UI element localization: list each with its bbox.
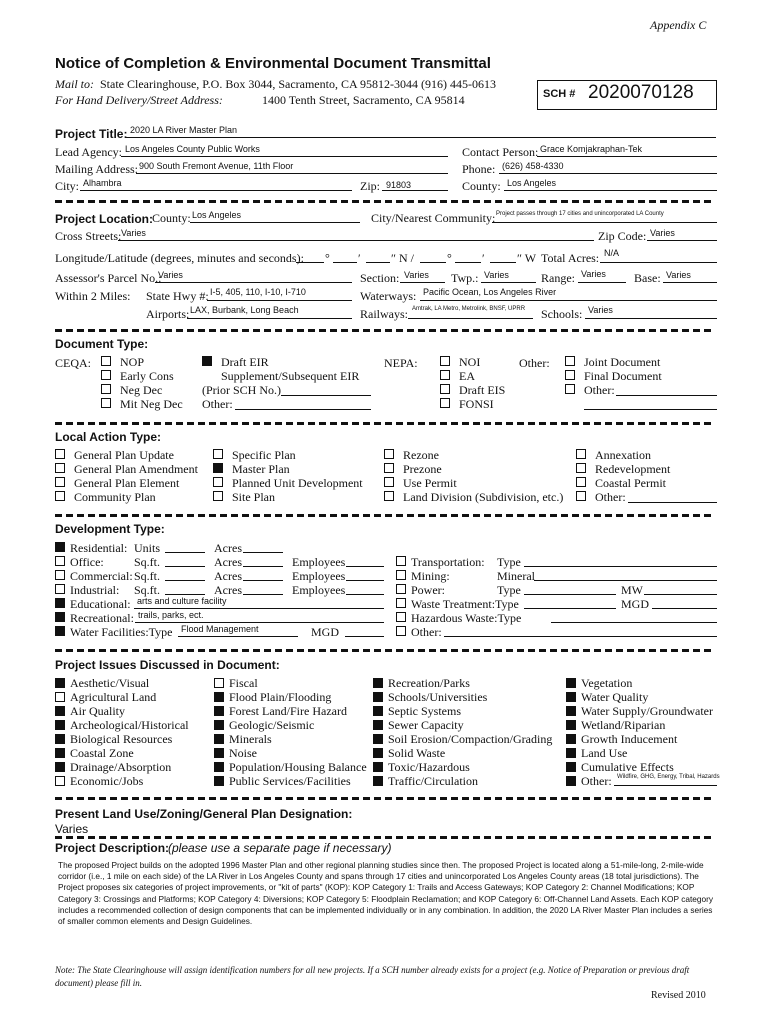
lat-long-label: Longitude/Latitude (degrees, minutes and seconds): (55, 251, 304, 265)
type-label: Type (497, 583, 521, 597)
power-label: Power: (411, 583, 445, 597)
issue-checkbox[interactable] (214, 678, 224, 688)
waterways-label: Waterways: (360, 289, 417, 303)
issue-label: Agricultural Land (70, 690, 157, 704)
mailing-address-label: Mailing Address: (55, 162, 138, 176)
issue-label: Toxic/Hazardous (388, 760, 470, 774)
type-label: Type (497, 555, 521, 569)
ceqa-label: CEQA: (55, 356, 91, 370)
issue-checkbox[interactable] (373, 692, 383, 702)
issue-checkbox[interactable] (373, 734, 383, 744)
issue-checkbox[interactable] (566, 762, 576, 772)
land-division-label: Land Division (Subdivision, etc.) (403, 490, 564, 504)
industrial-checkbox[interactable] (55, 584, 65, 594)
draft-eir-label: Draft EIR (221, 355, 269, 369)
pud-checkbox[interactable] (213, 477, 223, 487)
location-county-label: County: (152, 211, 191, 225)
annexation-checkbox[interactable] (576, 449, 586, 459)
phone-field[interactable]: (626) 458-4330 (502, 161, 564, 171)
issue-label: Geologic/Seismic (229, 718, 315, 732)
issue-checkbox[interactable] (55, 734, 65, 744)
issue-checkbox[interactable] (566, 678, 576, 688)
other-document-checkbox[interactable] (565, 384, 575, 394)
final-document-checkbox[interactable] (565, 370, 575, 380)
issue-label: Air Quality (70, 704, 125, 718)
transportation-checkbox[interactable] (396, 556, 406, 566)
page-title: Notice of Completion & Environmental Document Transmittal (55, 55, 491, 72)
degree-mark: ° (447, 251, 452, 265)
water-facilities-label: Water Facilities:Type (70, 625, 173, 639)
issue-checkbox[interactable] (55, 706, 65, 716)
site-plan-label: Site Plan (232, 490, 276, 504)
minute-mark: ′ (358, 251, 361, 265)
issue-checkbox[interactable] (214, 706, 224, 716)
fonsi-checkbox[interactable] (440, 398, 450, 408)
section-divider (55, 514, 715, 517)
range-label: Range: (541, 271, 575, 285)
contact-person-field[interactable]: Grace Komjakraphan-Tek (540, 144, 643, 154)
county-label: County: (462, 179, 501, 193)
gp-element-checkbox[interactable] (55, 477, 65, 487)
issue-label: Aesthetic/Visual (70, 676, 150, 690)
sqft-label: Sq.ft. (134, 583, 161, 597)
issue-label: Noise (229, 746, 257, 760)
issue-label: Sewer Capacity (388, 718, 464, 732)
final-document-label: Final Document (584, 369, 662, 383)
project-issues-label: Project Issues Discussed in Document: (55, 658, 280, 672)
draft-eir-checkbox[interactable] (202, 356, 212, 366)
gp-element-label: General Plan Element (74, 476, 180, 490)
parcel-field[interactable]: Varies (158, 270, 183, 280)
parcel-label: Assessor's Parcel No.: (55, 271, 162, 285)
water-facilities-checkbox[interactable] (55, 626, 65, 636)
section-divider (55, 836, 715, 839)
mining-label: Mining: (411, 569, 450, 583)
local-other-checkbox[interactable] (576, 491, 586, 501)
issue-label: Recreation/Parks (388, 676, 470, 690)
master-plan-label: Master Plan (232, 462, 290, 476)
draft-eis-label: Draft EIS (459, 383, 506, 397)
prior-sch-label: (Prior SCH No.) (202, 383, 282, 397)
issue-checkbox[interactable] (566, 706, 576, 716)
within-2-miles-label: Within 2 Miles: (55, 289, 131, 303)
gp-amendment-label: General Plan Amendment (74, 462, 198, 476)
issue-label: Vegetation (581, 676, 633, 690)
project-description-hint: (please use a separate page if necessary) (168, 841, 392, 855)
project-title-label: Project Title: (55, 127, 128, 141)
railways-field[interactable]: Amtrak, LA Metro, Metrolink, BNSF, UPRR (412, 306, 526, 312)
base-field[interactable]: Varies (666, 270, 691, 280)
degree-mark: ° (325, 251, 330, 265)
issue-label: Population/Housing Balance (229, 760, 367, 774)
local-other-label: Other: (595, 490, 626, 504)
recreational-field[interactable]: trails, parks, ect. (138, 610, 204, 620)
issue-label: Water Supply/Groundwater (581, 704, 713, 718)
footer-note: Note: The State Clearinghouse will assign identification numbers for all new projects. If a SCH number already exists for a project (e.g. Notice of Preparation or previous draft document) please fill in. (55, 965, 690, 988)
section-divider (55, 329, 715, 332)
office-label: Office: (70, 555, 104, 569)
ceqa-other-label: Other: (202, 397, 233, 411)
issue-checkbox[interactable] (55, 678, 65, 688)
specific-plan-label: Specific Plan (232, 448, 296, 462)
lead-agency-field[interactable]: Los Angeles County Public Works (125, 144, 260, 154)
neg-dec-label: Neg Dec (120, 383, 163, 397)
hand-delivery-text: 1400 Tenth Street, Sacramento, CA 95814 (262, 93, 465, 107)
issue-checkbox[interactable] (55, 762, 65, 772)
noi-label: NOI (459, 355, 481, 369)
issue-checkbox[interactable] (214, 734, 224, 744)
mit-neg-dec-checkbox[interactable] (101, 398, 111, 408)
office-checkbox[interactable] (55, 556, 65, 566)
section-divider (55, 422, 715, 425)
issue-label: Minerals (229, 732, 272, 746)
land-division-checkbox[interactable] (384, 491, 394, 501)
educational-label: Educational: (70, 597, 131, 611)
mineral-label: Mineral (497, 569, 535, 583)
recreational-checkbox[interactable] (55, 612, 65, 622)
county-field[interactable]: Los Angeles (507, 178, 557, 188)
project-title-field[interactable]: 2020 LA River Master Plan (130, 125, 238, 135)
issue-label: Coastal Zone (70, 746, 134, 760)
issue-checkbox[interactable] (55, 692, 65, 702)
issue-checkbox[interactable] (566, 720, 576, 730)
issue-label: Public Services/Facilities (229, 774, 351, 788)
state-hwy-field[interactable]: I-5, 405, 110, I-10, I-710 (210, 287, 306, 297)
phone-label: Phone: (462, 162, 496, 176)
issue-checkbox[interactable] (214, 720, 224, 730)
transportation-label: Transportation: (411, 555, 485, 569)
employees-label: Employees (292, 569, 346, 583)
issue-label: Fiscal (229, 676, 258, 690)
issue-checkbox[interactable] (566, 748, 576, 758)
issue-label: Other: (581, 774, 612, 788)
appendix-label: Appendix C (650, 18, 707, 32)
annexation-label: Annexation (595, 448, 651, 462)
early-cons-checkbox[interactable] (101, 370, 111, 380)
issue-checkbox[interactable] (55, 720, 65, 730)
land-use-value[interactable]: Varies (55, 822, 89, 836)
nearest-community-field[interactable]: Project passes through 17 cities and unincorporated LA County (496, 211, 664, 217)
issue-label: Flood Plain/Flooding (229, 690, 332, 704)
employees-label: Employees (292, 583, 346, 597)
acres-label: Acres (214, 541, 242, 555)
base-label: Base: (634, 271, 661, 285)
lead-agency-label: Lead Agency: (55, 145, 122, 159)
range-field[interactable]: Varies (581, 269, 606, 279)
rezone-checkbox[interactable] (384, 449, 394, 459)
land-use-label: Present Land Use/Zoning/General Plan Designation: (55, 807, 353, 821)
development-type-label: Development Type: (55, 522, 165, 536)
issue-label: Soil Erosion/Compaction/Grading (388, 732, 553, 746)
cross-streets-field[interactable]: Varies (121, 228, 146, 238)
waterways-field[interactable]: Pacific Ocean, Los Angeles River (423, 287, 557, 297)
residential-checkbox[interactable] (55, 542, 65, 552)
issue-checkbox[interactable] (214, 776, 224, 786)
issue-checkbox[interactable] (373, 762, 383, 772)
ea-checkbox[interactable] (440, 370, 450, 380)
issue-label: Septic Systems (388, 704, 462, 718)
noi-checkbox[interactable] (440, 356, 450, 366)
issue-checkbox[interactable] (373, 748, 383, 758)
issue-checkbox[interactable] (373, 776, 383, 786)
issue-label: Wetland/Riparian (581, 718, 666, 732)
issue-checkbox[interactable] (373, 720, 383, 730)
issues-other-field[interactable]: Wildfire, GHG, Energy, Tribal, Hazards (617, 774, 720, 780)
issue-label: Cumulative Effects (581, 760, 674, 774)
acres-label: Acres (214, 569, 242, 583)
fonsi-label: FONSI (459, 397, 494, 411)
mail-to-text: State Clearinghouse, P.O. Box 3044, Sacramento, CA 95812-3044 (916) 445-0613 (100, 77, 496, 91)
zip-label: Zip: (360, 179, 380, 193)
pud-label: Planned Unit Development (232, 476, 363, 490)
waste-treatment-label: Waste Treatment:Type (411, 597, 519, 611)
nepa-label: NEPA: (384, 356, 418, 370)
city-label: City: (55, 179, 80, 193)
supplement-eir-label: Supplement/Subsequent EIR (221, 369, 360, 383)
coastal-permit-label: Coastal Permit (595, 476, 666, 490)
educational-checkbox[interactable] (55, 598, 65, 608)
location-zip-field[interactable]: Varies (650, 228, 675, 238)
sch-number[interactable]: 2020070128 (588, 82, 694, 103)
waste-treatment-checkbox[interactable] (396, 598, 406, 608)
issue-label: Economic/Jobs (70, 774, 144, 788)
issue-checkbox[interactable] (566, 776, 576, 786)
document-type-label: Document Type: (55, 337, 149, 351)
north-mark: ″ N / (391, 251, 414, 265)
joint-document-checkbox[interactable] (565, 356, 575, 366)
redevelopment-checkbox[interactable] (576, 463, 586, 473)
issue-checkbox[interactable] (214, 762, 224, 772)
contact-person-label: Contact Person: (462, 145, 539, 159)
ea-label: EA (459, 369, 475, 383)
schools-field[interactable]: Varies (588, 305, 613, 315)
airports-label: Airports: (146, 307, 190, 321)
draft-eis-checkbox[interactable] (440, 384, 450, 394)
gp-update-label: General Plan Update (74, 448, 174, 462)
section-divider (55, 200, 715, 203)
sch-label: SCH # (543, 88, 576, 100)
issue-checkbox[interactable] (373, 706, 383, 716)
issue-checkbox[interactable] (214, 692, 224, 702)
minute-mark: ′ (482, 251, 485, 265)
location-zip-label: Zip Code: (598, 229, 647, 243)
nearest-community-label: City/Nearest Community: (371, 211, 496, 225)
issue-label: Growth Inducement (581, 732, 678, 746)
hazardous-waste-label: Hazardous Waste:Type (411, 611, 522, 625)
sqft-label: Sq.ft. (134, 555, 161, 569)
specific-plan-checkbox[interactable] (213, 449, 223, 459)
location-county-field[interactable]: Los Angeles (192, 210, 242, 220)
mail-to-label: Mail to: (55, 77, 94, 91)
prezone-checkbox[interactable] (384, 463, 394, 473)
nop-label: NOP (120, 355, 145, 369)
section-label: Section: (360, 271, 400, 285)
community-plan-checkbox[interactable] (55, 491, 65, 501)
issue-label: Land Use (581, 746, 628, 760)
railways-label: Railways: (360, 307, 408, 321)
section-field[interactable]: Varies (404, 270, 429, 280)
gp-update-checkbox[interactable] (55, 449, 65, 459)
issue-checkbox[interactable] (566, 692, 576, 702)
dev-other-label: Other: (411, 625, 442, 639)
issue-label: Traffic/Circulation (388, 774, 478, 788)
nop-checkbox[interactable] (101, 356, 111, 366)
cross-streets-label: Cross Streets: (55, 229, 122, 243)
dev-other-checkbox[interactable] (396, 626, 406, 636)
hand-delivery-label: For Hand Delivery/Street Address: (55, 93, 223, 107)
issue-checkbox[interactable] (566, 734, 576, 744)
issue-label: Water Quality (581, 690, 649, 704)
mit-neg-dec-label: Mit Neg Dec (120, 397, 183, 411)
units-label: Units (134, 541, 161, 555)
twp-label: Twp.: (451, 271, 479, 285)
west-mark: ″ W (517, 251, 537, 265)
revised-label: Revised 2010 (651, 990, 706, 1001)
joint-document-label: Joint Document (584, 355, 661, 369)
gp-amendment-checkbox[interactable] (55, 463, 65, 473)
issue-checkbox[interactable] (55, 776, 65, 786)
mailing-address-field[interactable]: 900 South Fremont Avenue, 11th Floor (139, 161, 294, 171)
neg-dec-checkbox[interactable] (101, 384, 111, 394)
zip-field[interactable]: 91803 (386, 180, 412, 190)
water-facilities-field[interactable]: Flood Management (181, 624, 259, 634)
acres-label: Acres (214, 583, 242, 597)
acres-label: Acres (214, 555, 242, 569)
mw-label: MW (621, 583, 643, 597)
twp-field[interactable]: Varies (484, 270, 509, 280)
redevelopment-label: Redevelopment (595, 462, 671, 476)
issue-label: Forest Land/Fire Hazard (229, 704, 347, 718)
issue-label: Solid Waste (388, 746, 446, 760)
issue-label: Drainage/Absorption (70, 760, 172, 774)
master-plan-checkbox[interactable] (213, 463, 223, 473)
project-description-text[interactable]: The proposed Project builds on the adopted 1996 Master Plan and other regional planning studies since then. The proposed Project is located along a 51-mile-long, 2-mile-wide corridor (i.e., 1 mile on each side) of the LA River in Los Angeles County and spans through 17 cities and unincorporated Los Angeles County areas (18 total jurisdictions). The Project proposes six categories of project improvements, or "kit of parts" (KOP): KOP Category 1: Trails and Access Gateways; KOP Category 2: Channel Modifications; KOP Category 3: Crossings and Platforms; KOP Category 4: Diversions; KOP Category 5: Floodplain Reclamation; and KOP Category 6: Off-Channel Land Assets. Each KOP category includes a recommended collection of design components that can be implemented individually or in any combination. In addition, the 2020 LA River Master Plan includes a series of smaller common elements and Design Guidelines. (58, 860, 714, 927)
issue-label: Biological Resources (70, 732, 173, 746)
sqft-label: Sq.ft. (134, 569, 161, 583)
use-permit-checkbox[interactable] (384, 477, 394, 487)
section-divider (55, 649, 715, 652)
state-hwy-label: State Hwy #: (146, 289, 209, 303)
industrial-label: Industrial: (70, 583, 120, 597)
rezone-label: Rezone (403, 448, 439, 462)
mining-checkbox[interactable] (396, 570, 406, 580)
local-action-label: Local Action Type: (55, 430, 162, 444)
issue-label: Archeological/Historical (70, 718, 189, 732)
project-location-label: Project Location: (55, 212, 154, 226)
total-acres-label: Total Acres: (541, 251, 600, 265)
total-acres-field[interactable]: N/A (604, 248, 620, 258)
schools-label: Schools: (541, 307, 583, 321)
issue-checkbox[interactable] (55, 748, 65, 758)
prezone-label: Prezone (403, 462, 442, 476)
issue-checkbox[interactable] (214, 748, 224, 758)
residential-label: Residential: (70, 541, 128, 555)
use-permit-label: Use Permit (403, 476, 457, 490)
section-divider (55, 797, 715, 800)
city-field[interactable]: Alhambra (83, 178, 122, 188)
employees-label: Employees (292, 555, 346, 569)
recreational-label: Recreational: (70, 611, 134, 625)
power-checkbox[interactable] (396, 584, 406, 594)
mgd-label: MGD (311, 625, 340, 639)
early-cons-label: Early Cons (120, 369, 174, 383)
community-plan-label: Community Plan (74, 490, 156, 504)
educational-field[interactable]: arts and culture facility (137, 596, 227, 606)
commercial-checkbox[interactable] (55, 570, 65, 580)
mgd-label: MGD (621, 597, 650, 611)
issue-checkbox[interactable] (373, 678, 383, 688)
airports-field[interactable]: LAX, Burbank, Long Beach (190, 305, 299, 315)
commercial-label: Commercial: (70, 569, 133, 583)
project-description-label: Project Description: (55, 841, 170, 855)
issue-label: Schools/Universities (388, 690, 488, 704)
coastal-permit-checkbox[interactable] (576, 477, 586, 487)
hazardous-waste-checkbox[interactable] (396, 612, 406, 622)
other-doc-label: Other: (519, 356, 550, 370)
site-plan-checkbox[interactable] (213, 491, 223, 501)
other-document-label: Other: (584, 383, 615, 397)
